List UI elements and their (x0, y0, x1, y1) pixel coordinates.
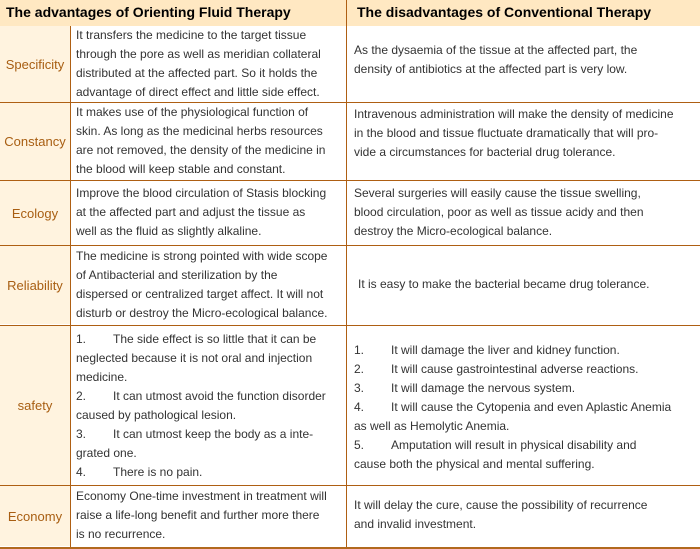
text-line: It transfers the medicine to the target tissue (76, 28, 307, 42)
item-text: There is no pain. (113, 465, 203, 479)
list-item (354, 360, 694, 379)
text-line: advantage of direct effect and little side effect. (76, 85, 320, 99)
cell-safety-disadvantage (354, 341, 694, 474)
text-line: grated one. (76, 446, 137, 460)
text-line: the blood will keep stable and constant. (76, 162, 286, 176)
list-item (354, 379, 694, 398)
item-text: Amputation will result in physical disability and (391, 438, 637, 452)
text-line: at the affected part and adjust the tissue as (76, 205, 306, 219)
list-item (76, 330, 346, 349)
item-number: 2. (354, 362, 365, 376)
row-label-constancy (0, 103, 70, 180)
text-line: and invalid investment. (354, 517, 477, 531)
list-item (76, 387, 346, 406)
row-label-text: Constancy (4, 134, 66, 149)
text-line: as well as Hemolytic Anemia. (354, 419, 510, 433)
row-divider (0, 180, 700, 181)
column-divider-label (70, 26, 71, 547)
header-disadvantages (347, 0, 700, 26)
cell-ecology-advantage (76, 184, 346, 241)
item-text: It will damage the liver and kidney function. (391, 343, 620, 357)
row-label-text: safety (17, 398, 53, 413)
cell-reliability-disadvantage (358, 275, 694, 294)
row-label-text: Specificity (5, 56, 65, 72)
cell-specificity-disadvantage (354, 41, 694, 79)
header-disadvantages-text: The disadvantages of Conventional Therapy (357, 4, 652, 20)
column-divider-middle (346, 0, 347, 547)
cell-constancy-disadvantage (354, 105, 694, 162)
row-divider (0, 325, 700, 326)
text-line: The medicine is strong pointed with wide scope (76, 249, 328, 263)
text-line: Intravenous administration will make the density of medicine (354, 107, 674, 121)
text-line: blood circulation, poor as well as tissue acidy and then (354, 205, 644, 219)
item-number: 4. (354, 400, 365, 414)
item-number: 1. (76, 332, 87, 346)
cell-economy-disadvantage (354, 496, 694, 534)
item-text: It will cause gastrointestinal adverse reactions. (391, 362, 639, 376)
text-line: vide a circumstances for bacterial drug tolerance. (354, 145, 616, 159)
row-divider (0, 102, 700, 103)
text-line: Several surgeries will easily cause the tissue swelling, (354, 186, 641, 200)
text-line: cause both the physical and mental suffering. (354, 457, 595, 471)
cell-ecology-disadvantage (354, 184, 694, 241)
text-line: medicine. (76, 370, 128, 384)
text-line: disturb or destroy the Micro-ecological balance. (76, 306, 328, 320)
text-line: well as the fluid as slightly alkaline. (76, 224, 262, 238)
text-line: through the pore as well as meridian collateral (76, 47, 321, 61)
row-label-specificity (0, 26, 70, 102)
text-line: are not removed, the density of the medicine in (76, 143, 326, 157)
text-line: distributed at the affected part. So it holds the (76, 66, 318, 80)
list-item (354, 436, 694, 455)
row-divider (0, 485, 700, 486)
cell-reliability-advantage (76, 247, 346, 323)
item-number: 1. (354, 343, 365, 357)
header-advantages-text: The advantages of Orienting Fluid Therapy (6, 4, 291, 20)
text-line: It is easy to make the bacterial became drug tolerance. (358, 277, 650, 291)
cell-constancy-advantage (76, 103, 346, 179)
cell-safety-advantage (76, 330, 346, 482)
header-advantages (0, 0, 346, 26)
item-number: 3. (354, 381, 365, 395)
list-item (76, 463, 346, 482)
row-label-ecology (0, 181, 70, 245)
item-number: 3. (76, 427, 87, 441)
list-item (354, 341, 694, 360)
item-text: It will cause the Cytopenia and even Aplastic Anemia (391, 400, 672, 414)
text-line: Improve the blood circulation of Stasis blocking (76, 186, 327, 200)
text-line: skin. As long as the medicinal herbs resources (76, 124, 323, 138)
text-line: raise a life-long benefit and further more there (76, 508, 320, 522)
text-line: destroy the Micro-ecological balance. (354, 224, 553, 238)
item-number: 2. (76, 389, 87, 403)
text-line: density of antibiotics at the affected part is very low. (354, 62, 628, 76)
item-text: It can utmost avoid the function disorder (113, 389, 326, 403)
text-line: caused by pathological lesion. (76, 408, 237, 422)
row-divider (0, 245, 700, 246)
text-line: It will delay the cure, cause the possibility of recurrence (354, 498, 648, 512)
item-number: 5. (354, 438, 365, 452)
row-label-safety (0, 326, 70, 485)
text-line: in the blood and tissue fluctuate dramatically that will pro- (354, 126, 659, 140)
item-number: 4. (76, 465, 87, 479)
text-line: is no recurrence. (76, 527, 166, 541)
row-label-economy (0, 486, 70, 546)
cell-economy-advantage (76, 487, 346, 544)
list-item (76, 425, 346, 444)
item-text: It can utmost keep the body as a inte- (113, 427, 314, 441)
row-label-text: Economy (7, 508, 63, 524)
text-line: As the dysaemia of the tissue at the affected part, the (354, 43, 638, 57)
row-label-reliability (0, 246, 70, 324)
text-line: of Antibacterial and sterilization by the (76, 268, 278, 282)
cell-specificity-advantage (76, 26, 346, 102)
item-text: The side effect is so little that it can be (113, 332, 317, 346)
text-line: Economy One-time investment in treatment will (76, 489, 327, 503)
row-label-text: Ecology (11, 205, 59, 221)
text-line: It makes use of the physiological function of (76, 105, 309, 119)
row-label-text: Reliability (7, 277, 63, 293)
list-item (354, 398, 694, 417)
item-text: It will damage the nervous system. (391, 381, 576, 395)
text-line: dispersed or centralized target affect. It will not (76, 287, 324, 301)
text-line: neglected because it is not oral and injection (76, 351, 313, 365)
